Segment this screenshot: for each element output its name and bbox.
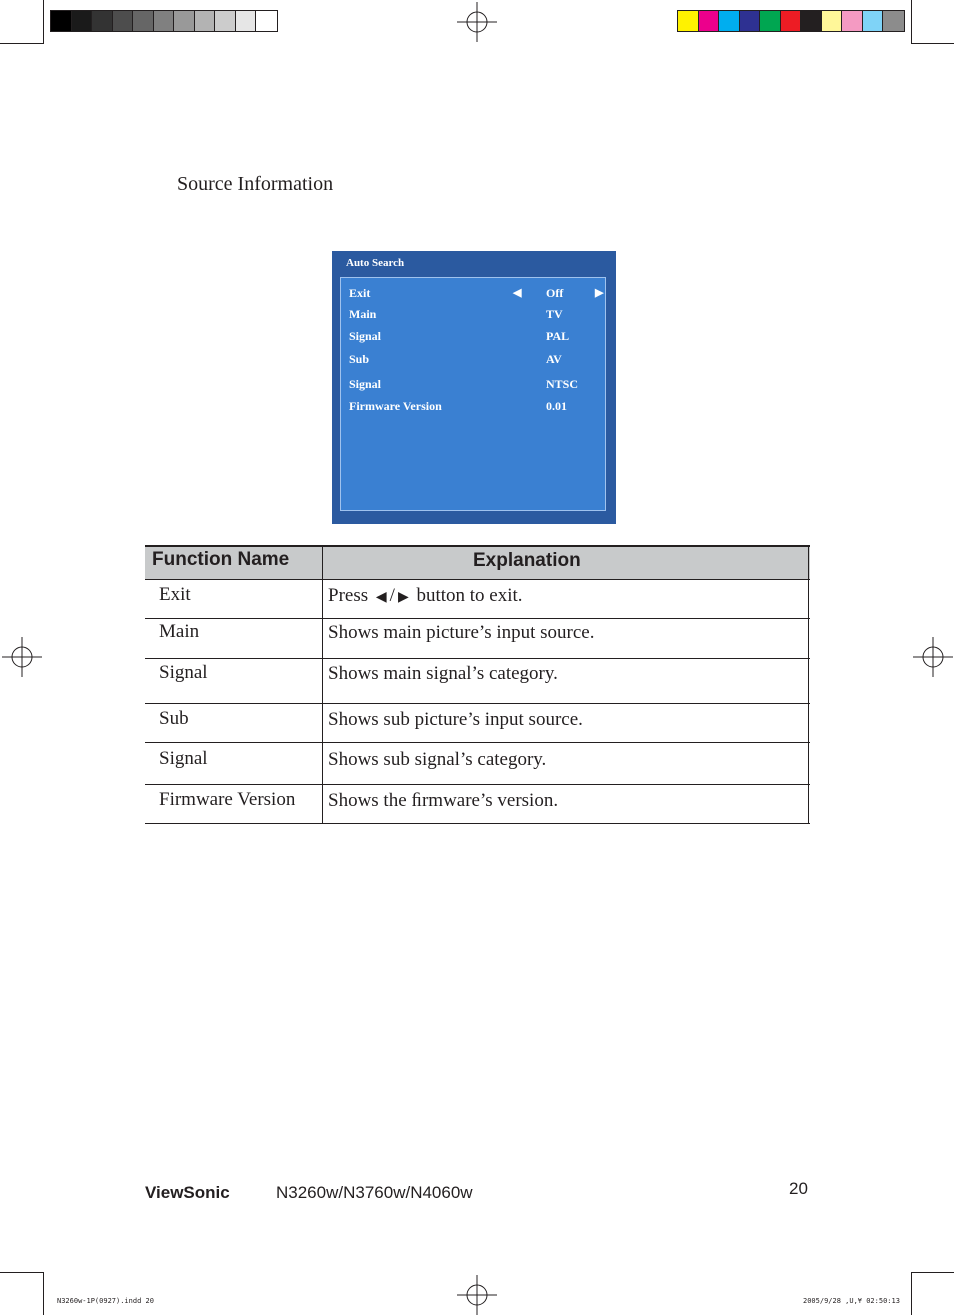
osd-panel xyxy=(332,251,616,524)
cell-function: Main xyxy=(159,621,200,642)
table-bottom-border xyxy=(145,823,810,824)
function-table xyxy=(145,545,810,824)
color-swatch xyxy=(154,11,175,31)
crop-mark xyxy=(0,1272,44,1273)
page-number: 20 xyxy=(789,1179,808,1198)
osd-row-sub xyxy=(349,352,599,368)
osd-menu-box xyxy=(340,277,606,511)
crop-mark xyxy=(911,1272,912,1315)
osd-row-main-signal xyxy=(349,329,599,345)
color-bar xyxy=(677,10,905,32)
registration-mark-icon xyxy=(913,637,953,677)
registration-mark-icon xyxy=(457,1275,497,1315)
color-swatch xyxy=(842,11,863,31)
osd-row-label: Signal xyxy=(349,329,382,343)
color-swatch xyxy=(740,11,761,31)
crop-mark xyxy=(911,0,912,44)
arrow-left-icon[interactable]: ◀ xyxy=(513,287,522,299)
grayscale-bar xyxy=(50,10,278,32)
crop-mark xyxy=(43,0,44,44)
cell-explanation: Shows main picture’s input source. xyxy=(328,622,595,643)
osd-row-value: TV xyxy=(546,307,563,321)
osd-row-value: AV xyxy=(546,352,562,366)
color-swatch xyxy=(863,11,884,31)
cell-explanation: Shows sub signal’s category. xyxy=(328,749,547,770)
crop-mark xyxy=(911,1272,954,1273)
row-divider xyxy=(145,618,810,619)
osd-row-value: NTSC xyxy=(546,377,579,391)
row-divider xyxy=(145,742,810,743)
row-divider xyxy=(145,579,810,580)
color-swatch xyxy=(133,11,154,31)
arrow-left-icon: ◀ xyxy=(375,590,387,605)
cell-function: Signal xyxy=(159,748,208,769)
cell-explanation: Shows the ﬁrmware’s version. xyxy=(328,790,559,811)
color-swatch xyxy=(113,11,134,31)
color-swatch xyxy=(72,11,93,31)
cell-function: Signal xyxy=(159,662,208,683)
color-swatch xyxy=(883,11,904,31)
osd-row-value: Off xyxy=(546,286,564,300)
column-divider xyxy=(322,545,323,824)
color-swatch xyxy=(699,11,720,31)
footer-brand: ViewSonic xyxy=(145,1183,230,1202)
arrow-right-icon[interactable]: ▶ xyxy=(595,287,604,299)
cell-explanation: Shows sub picture’s input source. xyxy=(328,709,583,730)
cell-explanation xyxy=(328,585,523,607)
header-explanation: Explanation xyxy=(473,550,581,571)
osd-row-label: Sub xyxy=(349,352,370,366)
arrow-right-icon: ▶ xyxy=(397,590,409,605)
color-swatch xyxy=(256,11,277,31)
crop-mark xyxy=(911,43,954,44)
slash-text: / xyxy=(389,585,395,606)
osd-row-exit[interactable] xyxy=(349,286,604,302)
color-swatch xyxy=(195,11,216,31)
section-title: Source Information xyxy=(177,173,334,195)
explanation-text: Press xyxy=(328,585,369,606)
color-swatch xyxy=(215,11,236,31)
row-divider xyxy=(145,784,810,785)
color-swatch xyxy=(236,11,257,31)
cell-function: Firmware Version xyxy=(159,789,296,810)
osd-row-value: PAL xyxy=(546,329,570,343)
osd-row-label: Main xyxy=(349,307,377,321)
osd-row-label: Signal xyxy=(349,377,382,391)
color-swatch xyxy=(92,11,113,31)
cell-function: Sub xyxy=(159,708,189,729)
osd-title: Auto Search xyxy=(346,257,405,269)
osd-row-value: 0.01 xyxy=(546,399,567,413)
registration-mark-icon xyxy=(2,637,42,677)
color-swatch xyxy=(51,11,72,31)
color-swatch xyxy=(678,11,699,31)
print-slug-date: 2005/9/28 ,U,¥ 02:50:13 xyxy=(803,1297,900,1305)
print-slug-file: N3260w-1P(0927).indd 20 xyxy=(57,1297,154,1305)
header-function-name: Function Name xyxy=(152,549,290,570)
row-divider xyxy=(145,703,810,704)
table-right-border xyxy=(808,545,809,824)
cell-explanation: Shows main signal’s category. xyxy=(328,663,558,684)
explanation-text: button to exit. xyxy=(416,585,523,606)
color-swatch xyxy=(760,11,781,31)
color-swatch xyxy=(781,11,802,31)
crop-mark xyxy=(0,43,44,44)
color-swatch xyxy=(822,11,843,31)
osd-row-sub-signal xyxy=(349,377,599,393)
footer-model: N3260w/N3760w/N4060w xyxy=(276,1183,473,1202)
osd-row-main xyxy=(349,307,599,323)
color-swatch xyxy=(174,11,195,31)
crop-mark xyxy=(43,1272,44,1315)
cell-function: Exit xyxy=(159,584,191,605)
color-swatch xyxy=(719,11,740,31)
osd-row-label: Firmware Version xyxy=(349,399,442,413)
registration-mark-icon xyxy=(457,2,497,42)
row-divider xyxy=(145,658,810,659)
table-header xyxy=(145,545,810,580)
osd-row-firmware xyxy=(349,399,599,415)
color-swatch xyxy=(801,11,822,31)
osd-row-label: Exit xyxy=(349,286,371,300)
